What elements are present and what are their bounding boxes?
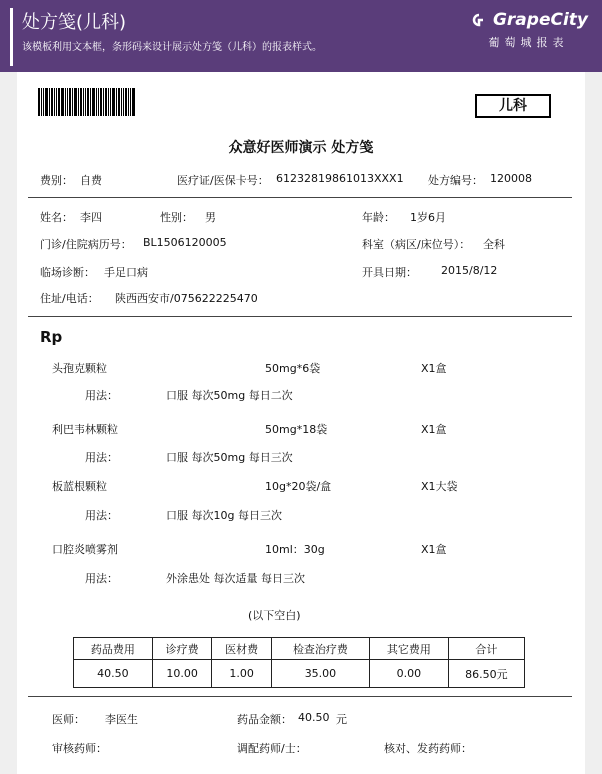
barcode-bar	[38, 88, 40, 116]
barcode-bar	[80, 88, 82, 116]
card-label: 医疗证/医保卡号：	[177, 174, 269, 187]
app-header	[0, 0, 602, 72]
rx-no-label: 处方编号：	[428, 174, 483, 187]
barcode-bar	[41, 88, 42, 116]
drug-spec: 10g*20袋/盒	[265, 480, 332, 493]
page-subtitle: 该模板利用文本框，条形码来设计展示处方笺（儿科）的报表样式。	[22, 42, 322, 53]
name-value: 李四	[80, 211, 102, 224]
barcode-bar	[96, 88, 97, 116]
barcode-bar	[108, 88, 109, 116]
barcode	[38, 88, 136, 116]
barcode-bar	[43, 88, 44, 116]
barcode-bar	[49, 88, 50, 116]
usage-label: 用法：	[85, 572, 118, 585]
brand-logo	[469, 10, 588, 50]
age-label: 年龄：	[362, 211, 395, 224]
prescription-title: 众意好医师演示 处方笺	[228, 140, 374, 156]
brand-cn-name: 葡萄城报表	[488, 36, 569, 49]
table-header-cell: 药品费用	[74, 638, 153, 660]
barcode-bar	[112, 88, 115, 116]
gender-value: 男	[205, 211, 216, 224]
drug-usage: 口服 每次50mg 每日三次	[166, 451, 293, 464]
divider	[28, 197, 572, 198]
diagnosis-label: 临场诊断：	[40, 266, 95, 279]
drug-name: 板蓝根颗粒	[52, 480, 107, 493]
barcode-bar	[85, 88, 86, 116]
table-cell: 86.50元	[448, 660, 524, 688]
grapecity-logo-icon	[469, 13, 489, 27]
barcode-bar	[78, 88, 79, 116]
drug-usage: 外涂患处 每次适量 每日三次	[166, 572, 305, 585]
date-label: 开具日期：	[362, 266, 417, 279]
drug-spec: 10ml：30g	[265, 543, 325, 556]
record-label: 门诊/住院病历号：	[40, 238, 132, 251]
date-value: 2015/8/12	[441, 264, 498, 277]
ward-label: 科室（病区/床位号）：	[362, 238, 471, 251]
age-value: 1岁6月	[410, 211, 446, 224]
drug-name: 头孢克颗粒	[52, 362, 107, 375]
table-cell: 40.50	[74, 660, 153, 688]
table-header-cell: 其它费用	[369, 638, 448, 660]
doctor-label: 医师：	[52, 713, 85, 726]
table-header-cell: 诊疗费	[152, 638, 212, 660]
address-value: 陕西西安市/075622225470	[115, 292, 258, 305]
amount-label: 药品金额：	[237, 713, 292, 726]
barcode-bar	[87, 88, 89, 116]
barcode-bar	[100, 88, 102, 116]
barcode-bar	[72, 88, 73, 116]
doctor-value: 李医生	[105, 713, 138, 726]
barcode-bar	[130, 88, 131, 116]
barcode-bar	[65, 88, 66, 116]
card-value: 61232819861013XXX1	[276, 172, 404, 185]
amount-unit: 元	[336, 713, 347, 726]
fee-table	[73, 637, 525, 688]
rx-no-value: 120008	[490, 172, 532, 185]
drug-name: 口腔炎喷雾剂	[52, 543, 118, 556]
name-label: 姓名：	[40, 211, 73, 224]
diagnosis-value: 手足口病	[104, 266, 148, 279]
drug-qty: X1盒	[421, 543, 447, 556]
drug-usage: 口服 每次50mg 每日二次	[166, 389, 293, 402]
barcode-bar	[45, 88, 48, 116]
divider	[28, 696, 572, 697]
barcode-bar	[128, 88, 129, 116]
barcode-bar	[56, 88, 57, 116]
checker-label: 核对、发药药师：	[384, 742, 472, 755]
table-cell: 35.00	[271, 660, 369, 688]
dispenser-label: 调配药师/士：	[237, 742, 307, 755]
page-title: 处方笺(儿科)	[22, 12, 127, 33]
barcode-bar	[116, 88, 117, 116]
barcode-bar	[67, 88, 68, 116]
drug-name: 利巴韦林颗粒	[52, 423, 118, 436]
record-value: BL1506120005	[143, 236, 227, 249]
barcode-bar	[105, 88, 107, 116]
table-cell: 10.00	[152, 660, 212, 688]
barcode-bar	[132, 88, 135, 116]
drug-qty: X1盒	[421, 362, 447, 375]
table-cell: 1.00	[212, 660, 272, 688]
usage-label: 用法：	[85, 509, 118, 522]
department-box: 儿科	[475, 94, 551, 118]
drug-usage: 口服 每次10g 每日三次	[166, 509, 282, 522]
header-accent-bar	[10, 8, 13, 66]
brand-name: GrapeCity	[492, 10, 588, 30]
barcode-bar	[123, 88, 124, 116]
drug-qty: X1大袋	[421, 480, 458, 493]
barcode-bar	[54, 88, 55, 116]
barcode-bar	[121, 88, 122, 116]
table-header-row	[74, 638, 525, 660]
table-cell: 0.00	[369, 660, 448, 688]
fee-type-label: 费别：	[40, 174, 73, 187]
drug-qty: X1盒	[421, 423, 447, 436]
rp-symbol: Rp	[40, 328, 63, 346]
barcode-bar	[74, 88, 77, 116]
barcode-bar	[90, 88, 91, 116]
barcode-bar	[83, 88, 84, 116]
ward-value: 全科	[483, 238, 505, 251]
barcode-bar	[61, 88, 64, 116]
barcode-bar	[69, 88, 71, 116]
fee-type-value: 自费	[80, 174, 102, 187]
amount-value: 40.50	[298, 711, 330, 724]
drug-spec: 50mg*18袋	[265, 423, 328, 436]
divider	[28, 316, 572, 317]
barcode-bar	[58, 88, 60, 116]
barcode-bar	[98, 88, 99, 116]
drug-spec: 50mg*6袋	[265, 362, 321, 375]
gender-label: 性别：	[160, 211, 193, 224]
address-label: 住址/电话：	[40, 292, 99, 305]
barcode-bar	[118, 88, 120, 116]
reviewer-label: 审核药师：	[52, 742, 107, 755]
barcode-bar	[51, 88, 53, 116]
barcode-bar	[103, 88, 104, 116]
table-header-cell: 医材费	[212, 638, 272, 660]
usage-label: 用法：	[85, 451, 118, 464]
usage-label: 用法：	[85, 389, 118, 402]
blank-note: (以下空白)	[248, 609, 301, 622]
table-header-cell: 合计	[448, 638, 524, 660]
barcode-bar	[92, 88, 95, 116]
table-header-cell: 检查治疗费	[271, 638, 369, 660]
barcode-bar	[110, 88, 111, 116]
barcode-bar	[125, 88, 127, 116]
table-row	[74, 660, 525, 688]
